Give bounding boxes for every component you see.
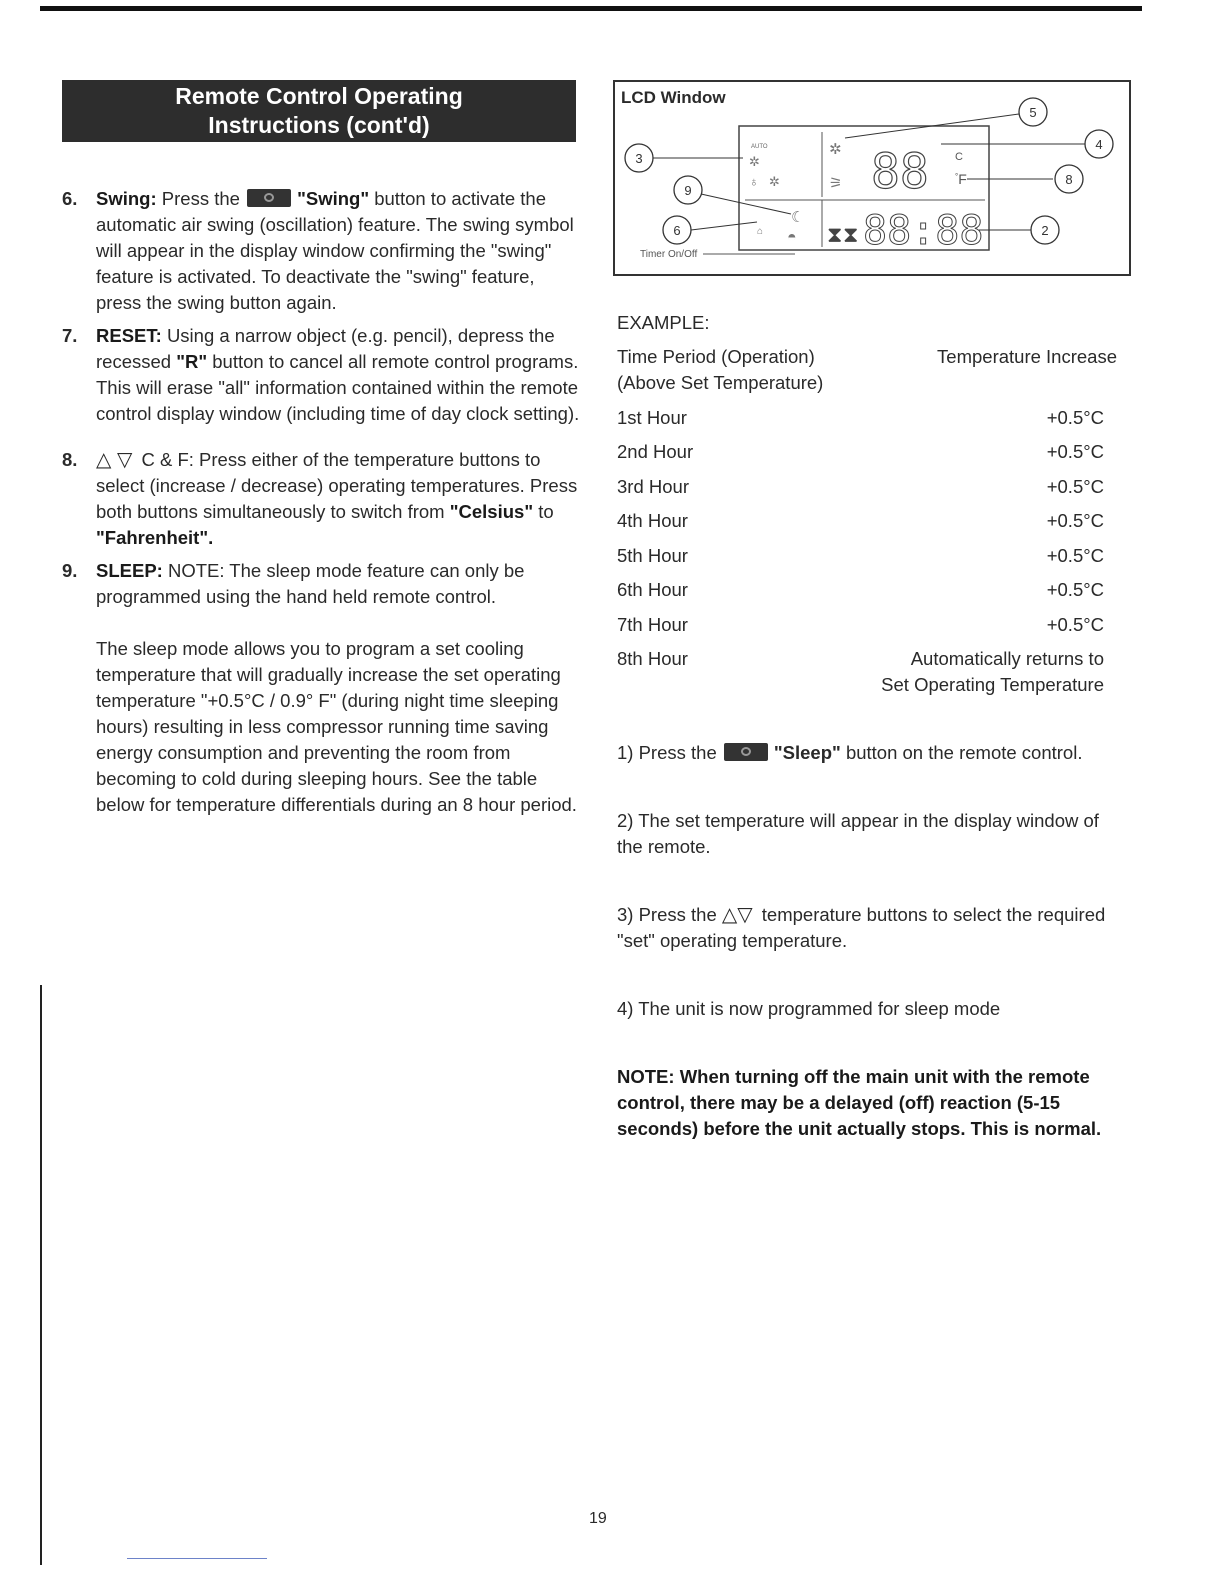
example-label: EXAMPLE:	[617, 312, 710, 333]
hour-cell: 7th Hour	[617, 613, 688, 635]
hour-cell: 5th Hour	[617, 544, 688, 566]
fan-small-icon: ✲	[769, 174, 780, 189]
item-label: Swing:	[96, 188, 157, 209]
hour-cell: 8th Hour	[617, 648, 688, 669]
sleep-button-icon	[724, 743, 768, 761]
title-line-1: Remote Control Operating	[175, 83, 463, 109]
fahrenheit-label: "Fahrenheit".	[96, 527, 214, 548]
example-table-rows	[617, 405, 1117, 638]
lcd-diagram	[615, 82, 1129, 274]
callout-2-label: 2	[1041, 223, 1049, 238]
value-cell: +0.5°C	[1046, 579, 1104, 600]
item-number: 6.	[62, 188, 78, 209]
table-row	[617, 508, 1117, 534]
table-row	[617, 646, 1117, 698]
value-cell: +0.5°C	[1046, 510, 1104, 531]
callout-9-line	[701, 194, 791, 214]
step-4: 4) The unit is now programmed for sleep mode	[617, 998, 1001, 1019]
sleep-example-column	[617, 310, 1117, 1142]
instructions-column	[62, 186, 582, 818]
item-label: RESET:	[96, 325, 162, 346]
swing-button-label: "Swing"	[297, 188, 370, 209]
hour-cell: 2nd Hour	[617, 441, 694, 462]
temperature-digits: 88	[871, 144, 929, 200]
celsius-label: "Celsius"	[449, 501, 534, 522]
temperature-increase-header: Temperature Increase	[937, 346, 1117, 367]
instruction-sleep	[62, 558, 582, 610]
swing-button-icon	[247, 189, 291, 207]
step-2: 2) The set temperature will appear in the display window of the remote.	[617, 810, 1099, 857]
step-1	[617, 740, 1117, 766]
title-line-2: Instructions (cont'd)	[208, 112, 430, 138]
time-digits: 88:88	[863, 208, 984, 254]
value-line: Automatically returns to	[910, 648, 1104, 669]
table-row	[617, 474, 1117, 500]
hourglass-icon: ⧗	[843, 222, 859, 247]
binding-rule	[40, 985, 42, 1565]
sleep-description: The sleep mode allows you to program a set cooling temperature that will gradually increase the set operating temperature "+0.5°C / 0.9° F" (during night time sleeping hours) resulting in less compressor running time saving energy consumption and preventing the room from becoming to cold during sleeping hours. See the table below for temperature differentials during an 8 hour period.	[96, 638, 577, 815]
table-row	[617, 543, 1117, 569]
callout-5-label: 5	[1029, 105, 1037, 120]
step-text: 3) Press the	[617, 904, 717, 925]
header-line: Time Period (Operation)	[617, 346, 815, 367]
celsius-unit: C	[955, 151, 963, 163]
item-text: NOTE: The sleep mode feature can only be programmed using the hand held remote control.	[96, 560, 525, 607]
item-label: SLEEP:	[96, 560, 163, 581]
example-table-header	[617, 344, 1117, 396]
r-button-label: "R"	[176, 351, 208, 372]
table-row	[617, 439, 1117, 465]
value-cell: +0.5°C	[1046, 406, 1104, 428]
top-rule	[40, 6, 1142, 11]
value-cell: +0.5°C	[1046, 613, 1104, 635]
bottom-link-rule	[127, 1558, 267, 1559]
time-period-header	[617, 344, 887, 396]
table-row	[617, 612, 1117, 638]
timer-on-off-icon: ⌂	[757, 226, 764, 237]
sleep-icon: ◓	[787, 229, 797, 246]
step-text: button on the remote control.	[845, 742, 1083, 763]
item-number: 7.	[62, 325, 78, 346]
note-paragraph: NOTE: When turning off the main unit with the remote control, there may be a delayed (off) reaction (5-15 seconds) before the unit actually stops. This is normal.	[617, 1066, 1102, 1139]
callout-9-label: 9	[684, 183, 692, 198]
fahrenheit-unit: °F	[955, 171, 967, 187]
hour-cell: 4th Hour	[617, 510, 688, 531]
item-text: button to cancel all remote control programs. This will erase "all" information contained within the remote control display window (including time of day clock setting).	[96, 351, 580, 424]
page-number: 19	[589, 1510, 607, 1527]
item-text: button to activate the automatic air swing (oscillation) feature. The swing symbol will appear in the display window confirming the "swing" feature is activated. To deactivate the "swing" feature, press the swing button again.	[96, 188, 574, 313]
value-cell: +0.5°C	[1046, 475, 1104, 497]
swing-icon: ✲	[829, 141, 842, 158]
callout-4-label: 4	[1095, 137, 1103, 152]
instruction-swing	[62, 186, 582, 316]
instruction-temperature	[62, 447, 582, 551]
step-text: 1) Press the	[617, 742, 717, 763]
table-row	[617, 577, 1117, 603]
hour-cell: 1st Hour	[617, 406, 687, 428]
item-text: Press the	[161, 188, 240, 209]
header-line: (Above Set Temperature)	[617, 372, 824, 393]
lcd-window-title: LCD Window	[621, 88, 726, 107]
item-text: Using a narrow object (e.g. pencil), depress the recessed	[96, 325, 555, 372]
callout-6-line	[691, 222, 757, 230]
value-cell: +0.5°C	[1046, 544, 1104, 566]
swing-flow-icon: ⚞	[829, 175, 843, 192]
callout-3-label: 3	[635, 151, 643, 166]
up-down-triangle-icon: △ ▽	[96, 449, 133, 471]
instruction-reset	[62, 323, 582, 427]
value-cell	[881, 646, 1117, 698]
item-number: 8.	[62, 449, 78, 470]
item-text: C & F: Press either of the temperature buttons to select (increase / decrease) operating temperatures. Press both buttons simultaneously to switch from	[96, 449, 578, 522]
hour-cell: 3rd Hour	[617, 475, 689, 497]
fan-icon: ✲	[749, 154, 760, 169]
step-3	[617, 902, 1117, 954]
hour-cell: 6th Hour	[617, 579, 688, 600]
value-cell: +0.5°C	[1046, 441, 1104, 462]
section-title	[62, 80, 576, 142]
step-text: temperature buttons to select the required "set" operating temperature.	[617, 904, 1106, 951]
auto-label: AUTO	[751, 144, 768, 150]
up-down-triangle-icon: △▽	[721, 904, 753, 926]
item-text: to	[538, 501, 554, 522]
moon-icon: ☾	[791, 209, 805, 226]
water-drop-icon: ♁	[749, 174, 759, 189]
callout-6-label: 6	[673, 223, 681, 238]
hourglass-icon: ⧗	[827, 222, 843, 247]
item-number: 9.	[62, 560, 78, 581]
timer-on-off-label: Timer On/Off	[640, 249, 698, 260]
value-line: Set Operating Temperature	[881, 674, 1104, 695]
sleep-button-label: "Sleep"	[773, 742, 841, 763]
table-row	[617, 405, 1117, 431]
lcd-window-figure	[613, 80, 1131, 276]
callout-8-label: 8	[1065, 172, 1073, 187]
